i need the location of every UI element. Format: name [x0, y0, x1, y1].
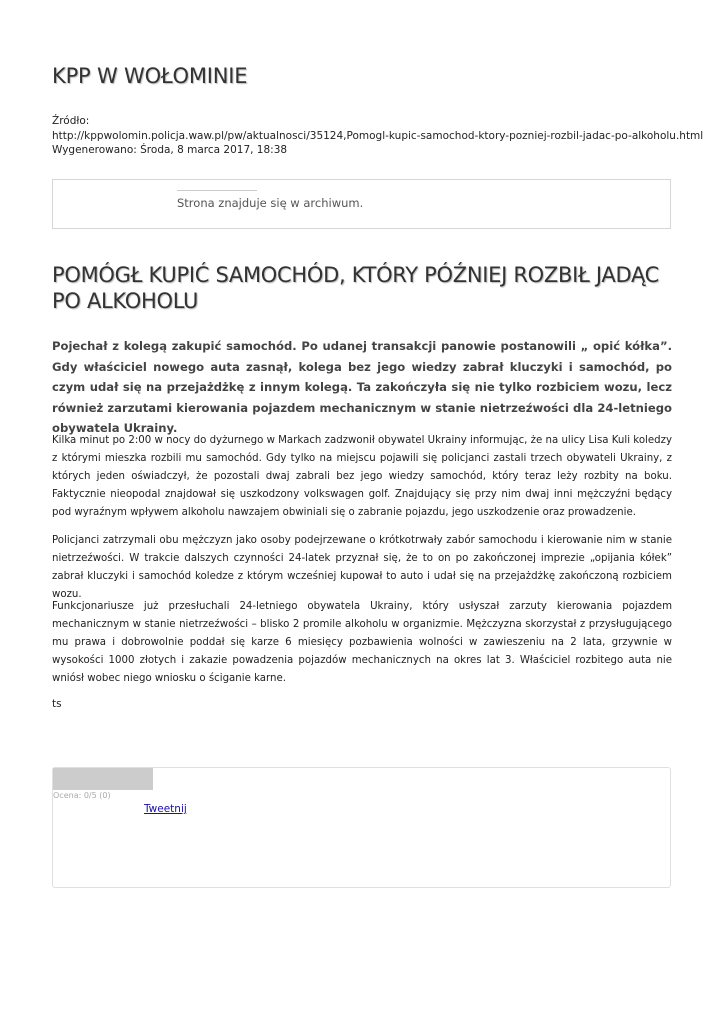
site-title: KPP W WOŁOMINIE [52, 64, 248, 88]
source-url: http://kppwolomin.policja.waw.pl/pw/aktualnosci/35124,Pomogl-kupic-samochod-ktory-pozniej-rozbil-jadac-po-alkoholu.html [52, 129, 704, 142]
rating-stars[interactable] [53, 768, 153, 790]
rating-text: Ocena: 0/5 (0) [53, 791, 111, 800]
article-title: POMÓGŁ KUPIĆ SAMOCHÓD, KTÓRY PÓŹNIEJ ROZBIŁ JADĄC PO ALKOHOLU [52, 263, 660, 313]
tweet-link[interactable]: Tweetnij [144, 803, 187, 815]
source-meta [52, 114, 704, 158]
generated-date: Wygenerowano: Środa, 8 marca 2017, 18:38 [52, 144, 288, 156]
article-lead: Pojechał z kolegą zakupić samochód. Po udanej transakcji panowie postanowili „ opić kółka”. Gdy właściciel nowego auta zasnął, kolega bez jego wiedzy zabrał kluczyki i samochód, po czym udał się na przejażdżkę z innym kolegą. Ta zakończyła się nie tylko rozbiciem wozu, lecz również zarzutami kierowania pojazdem mechanicznym w stanie nietrzeźwości dla 24-letniego obywatela Ukrainy. [52, 339, 672, 435]
archive-divider [177, 190, 257, 191]
article-paragraph: Funkcjonariusze już przesłuchali 24-letniego obywatela Ukrainy, który usłyszał zarzuty kierowania pojazdem mechanicznym w stanie nietrzeźwości – blisko 2 promile alkoholu w organizmie. Mężczyzna skorzystał z przysługującego mu prawa i dobrowolnie poddał się karze 6 miesięcy pozbawienia wolności w zawieszeniu na 2 lata, grzywnie w wysokości 1000 złotych i zakazie powadzenia pojazdów mechanicznych na okres lat 3. Właściciel rozbitego auta nie wniósł wobec niego wniosku o ściganie karne. [52, 601, 672, 684]
share-box [52, 767, 671, 888]
author-signature: ts [52, 698, 62, 710]
article-paragraph: Policjanci zatrzymali obu mężczyzn jako osoby podejrzewane o krótkotrwały zabór samochodu i kierowanie nim w stanie nietrzeźwości. W trakcie dalszych czynności 24-latek przyznał się, że to on po zakończonej imprezie „opijania kółek” zabrał kluczyki i samochód koledze z którym wcześniej kupował to auto i udał się na przejażdżkę zakończoną rozbiciem wozu. [52, 535, 672, 600]
archive-notice-box [52, 179, 671, 229]
archive-notice: Strona znajduje się w archiwum. [177, 196, 364, 210]
source-label: Źródło: [52, 115, 90, 127]
article-paragraph: Kilka minut po 2:00 w nocy do dyżurnego w Markach zadzwonił obywatel Ukrainy informując, że na ulicy Lisa Kuli koledzy z którymi mieszka rozbili mu samochód. Gdy tylko na miejscu pojawili się policjanci zastali trzech obywateli Ukrainy, z których jeden oświadczył, że pozostali dwaj zabrali bez jego wiedzy samochód, który teraz leży rozbity na boku. Faktycznie nieopodal znajdował się uszkodzony volkswagen golf. Znajdujący się przy nim dwaj inni mężczyźni będący pod wyraźnym wpływem alkoholu nawzajem obwiniali się o zabranie pojazdu, jego uszkodzenie oraz prowadzenie. [52, 435, 672, 518]
